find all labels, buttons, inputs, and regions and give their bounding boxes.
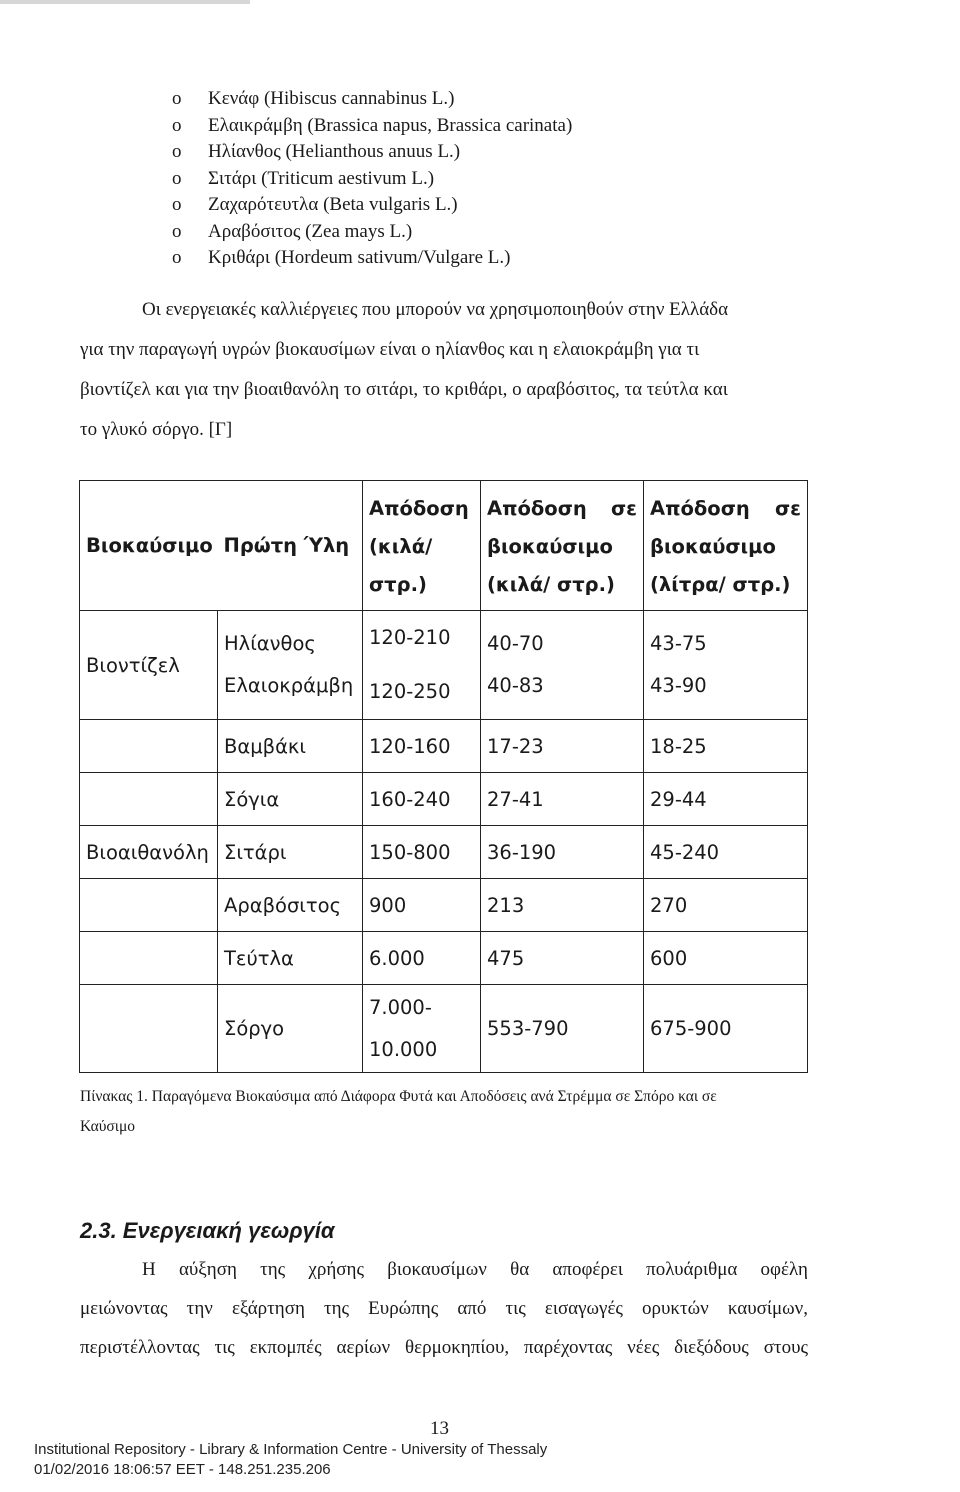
page-number: 13 — [430, 1418, 449, 1439]
cell-yield-kg: 900 — [363, 879, 481, 932]
header-line: (κιλά/ στρ.) — [487, 573, 615, 596]
header-line: Απόδοση σε — [650, 497, 801, 520]
value-line: 40-70 — [487, 632, 544, 655]
list-item — [172, 166, 572, 193]
cell-yield-fuel-kg: 553-790 — [481, 985, 644, 1073]
paragraph-line: Η αύξηση της χρήσης βιοκαυσίμων θα αποφέρει πολυάριθμα οφέλη — [142, 1259, 808, 1280]
cell-fuel — [80, 985, 218, 1073]
crop-item-text: Κενάφ (Hibiscus cannabinus L.) — [208, 88, 455, 109]
value-line: 40-83 — [487, 674, 544, 697]
bullet-marker: o — [172, 247, 182, 268]
bullet-marker: o — [172, 114, 182, 136]
value-line: 120-250 — [369, 680, 451, 703]
value-line: 7.000- — [369, 995, 432, 1019]
section-paragraph — [80, 1250, 808, 1367]
value-line: 10.000 — [369, 1037, 438, 1061]
paragraph-line: για την παραγωγή υγρών βιοκαυσίμων είναι ο ηλίανθος και η ελαιοκράμβη για τι — [80, 339, 700, 360]
cell-fuel — [80, 879, 218, 932]
caption-line: Καύσιμο — [80, 1118, 135, 1135]
cell-yield-fuel-kg: 36-190 — [481, 826, 644, 879]
cell-fuel — [80, 932, 218, 985]
crop-item-text: Ελαικράμβη (Brassica napus, Brassica carinata) — [208, 114, 573, 136]
list-item — [172, 113, 572, 140]
header-yield-fuel-l — [644, 481, 808, 611]
cell-yield-fuel-l: 29-44 — [644, 773, 808, 826]
cell-yield-kg: 150-800 — [363, 826, 481, 879]
cell-feedstock: Σόργο — [218, 985, 363, 1073]
cell-yield-kg: 6.000 — [363, 932, 481, 985]
value-line: 43-75 — [650, 632, 707, 655]
header-line: βιοκαύσιμο — [487, 535, 613, 558]
cell-yield-kg — [363, 611, 481, 720]
crop-item-text: Κριθάρι (Hordeum sativum/Vulgare L.) — [208, 247, 511, 268]
cell-fuel — [80, 773, 218, 826]
paragraph-line: μειώνοντας την εξάρτηση της Ευρώπης από τις εισαγωγές ορυκτών καυσίμων, — [80, 1298, 808, 1319]
paragraph-line: Οι ενεργειακές καλλιέργειες που μπορούν να χρησιμοποιηθούν στην Ελλάδα — [142, 299, 729, 320]
table-row — [80, 826, 808, 879]
cell-yield-kg — [363, 985, 481, 1073]
cell-feedstock: Αραβόσιτος — [218, 879, 363, 932]
cell-yield-fuel-kg: 17-23 — [481, 720, 644, 773]
bullet-marker: o — [172, 220, 182, 242]
table-row — [80, 773, 808, 826]
list-item — [172, 192, 572, 219]
header-line: στρ.) — [369, 573, 427, 596]
header-yield-fuel-kg — [481, 481, 644, 611]
table-row — [80, 611, 808, 720]
header-feedstock: Πρώτη Ύλη — [218, 481, 363, 611]
bullet-marker: o — [172, 88, 182, 109]
table-row — [80, 879, 808, 932]
bullet-marker: o — [172, 141, 182, 162]
crop-list — [172, 86, 572, 272]
table-row — [80, 720, 808, 773]
cell-yield-fuel-kg — [481, 611, 644, 720]
cell-feedstock: Τεύτλα — [218, 932, 363, 985]
cell-yield-fuel-l: 675-900 — [644, 985, 808, 1073]
crop-item-text: Ζαχαρότευτλα (Beta vulgaris L.) — [208, 194, 458, 215]
crop-item-text: Ηλίανθος (Helianthous anuus L.) — [208, 141, 461, 162]
cell-fuel — [80, 720, 218, 773]
top-rule — [0, 0, 250, 4]
paragraph-line: βιοντίζελ και για την βιοαιθανόλη το σιτάρι, το κριθάρι, ο αραβόσιτος, τα τεύτλα και — [80, 379, 728, 400]
value-line: 43-90 — [650, 674, 707, 697]
cell-feedstock — [218, 611, 363, 720]
cell-fuel: Βιοαιθανόλη — [80, 826, 218, 879]
bullet-marker: o — [172, 167, 182, 189]
feedstock-line: Ελαιοκράμβη — [224, 674, 354, 697]
cell-yield-fuel-kg: 27-41 — [481, 773, 644, 826]
list-item — [172, 139, 572, 166]
cell-yield-fuel-l: 18-25 — [644, 720, 808, 773]
footer-line: 01/02/2016 18:06:57 EET - 148.251.235.206 — [34, 1461, 331, 1478]
paragraph-line: το γλυκό σόργο. [Γ] — [80, 419, 233, 440]
header-fuel: Βιοκαύσιμο — [80, 481, 218, 611]
header-line: (λίτρα/ στρ.) — [650, 573, 791, 596]
value-line: 120-210 — [369, 626, 451, 649]
paragraph-line: περιστέλλοντας τις εκπομπές αερίων θερμοκηπίου, παρέχοντας νέες διεξόδους στους — [80, 1337, 808, 1358]
list-item — [172, 86, 572, 113]
repository-footer — [34, 1440, 547, 1480]
cell-yield-kg: 160-240 — [363, 773, 481, 826]
feedstock-line: Ηλίανθος — [224, 632, 316, 655]
section-heading: 2.3. Ενεργειακή γεωργία — [80, 1218, 335, 1243]
cell-feedstock: Σιτάρι — [218, 826, 363, 879]
bullet-marker: o — [172, 194, 182, 215]
cell-feedstock: Βαμβάκι — [218, 720, 363, 773]
list-item — [172, 245, 572, 272]
cell-yield-kg: 120-160 — [363, 720, 481, 773]
table-header-row — [80, 481, 808, 611]
table-row — [80, 985, 808, 1073]
table-caption — [80, 1082, 892, 1142]
header-line: βιοκαύσιμο — [650, 535, 776, 558]
header-line: Απόδοση σε — [487, 497, 637, 520]
cell-fuel: Βιοντίζελ — [80, 611, 218, 720]
crop-item-text: Σιτάρι (Triticum aestivum L.) — [208, 167, 435, 189]
header-yield-kg — [363, 481, 481, 611]
cell-yield-fuel-l — [644, 611, 808, 720]
list-item — [172, 219, 572, 246]
intro-paragraph — [80, 290, 880, 450]
footer-line: Institutional Repository - Library & Information Centre - University of Thessaly — [34, 1441, 548, 1458]
cell-yield-fuel-l: 45-240 — [644, 826, 808, 879]
cell-feedstock: Σόγια — [218, 773, 363, 826]
caption-line: Πίνακας 1. Παραγόμενα Βιοκαύσιμα από Διάφορα Φυτά και Αποδόσεις ανά Στρέμμα σε Σπόρο και σε — [80, 1088, 717, 1105]
biofuel-yield-table — [79, 480, 808, 1073]
header-line: Απόδοση — [369, 497, 469, 520]
crop-item-text: Αραβόσιτος (Zea mays L.) — [208, 220, 413, 242]
cell-yield-fuel-l: 600 — [644, 932, 808, 985]
cell-yield-fuel-kg: 213 — [481, 879, 644, 932]
cell-yield-fuel-kg: 475 — [481, 932, 644, 985]
header-line: (κιλά/ — [369, 535, 433, 558]
table-row — [80, 932, 808, 985]
cell-yield-fuel-l: 270 — [644, 879, 808, 932]
